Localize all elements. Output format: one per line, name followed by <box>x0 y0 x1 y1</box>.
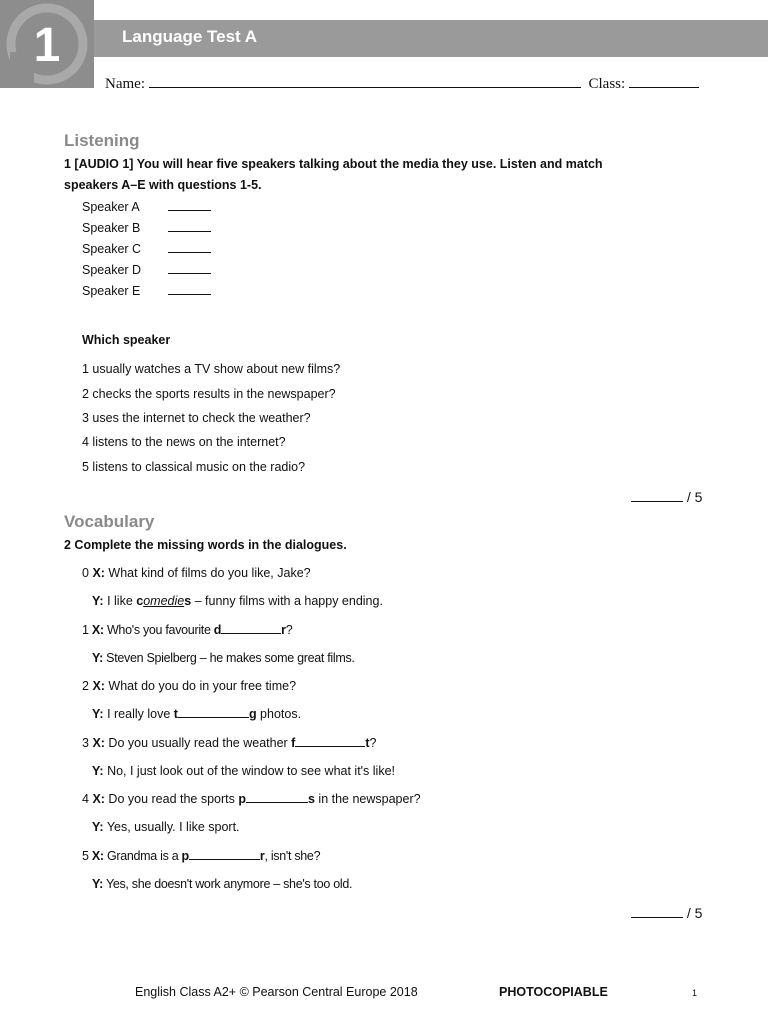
score-total: / 5 <box>686 905 703 921</box>
dialogue-x-line: 4 X: Do you read the sports p s in the newspaper? <box>82 792 421 806</box>
name-label: Name: <box>105 76 145 92</box>
dialogue-y-line: Y: I really love t g photos. <box>92 707 302 721</box>
unit-number-graphic <box>0 0 94 88</box>
dialogue-y-line: Y: Steven Spielberg – he makes some great films. <box>92 651 355 665</box>
vocabulary-heading: Vocabulary <box>64 512 155 531</box>
name-field[interactable] <box>149 74 581 88</box>
which-speaker-label: Which speaker <box>82 333 171 347</box>
dialogue-y-line: Y: I like comedies – funny films with a happy ending. <box>92 594 383 608</box>
vocabulary-score <box>631 905 702 921</box>
dialogue-y-line: Y: Yes, she doesn't work anymore – she's too old. <box>92 877 353 891</box>
dialogue-x-line: 3 X: Do you usually read the weather f t? <box>82 736 377 750</box>
dialogue-x-line: 1 X: Who's you favourite d r? <box>82 623 293 637</box>
listening-heading: Listening <box>64 131 140 150</box>
speaker-label: Speaker D <box>82 263 142 277</box>
speaker-answer-blank[interactable] <box>168 221 211 235</box>
listening-score <box>631 489 702 505</box>
dialogue-y-line: Y: No, I just look out of the window to see what it's like! <box>92 764 396 778</box>
speaker-label: Speaker C <box>82 242 142 256</box>
unit-number: 1 <box>33 19 61 72</box>
answer-blank[interactable] <box>189 849 260 860</box>
class-label: Class: <box>588 76 626 92</box>
page-title: Language Test A <box>122 27 258 46</box>
speaker-answer-blank[interactable] <box>168 263 211 277</box>
example-answer: omedie <box>143 594 185 608</box>
answer-blank[interactable] <box>221 623 281 634</box>
title-bar <box>94 20 768 57</box>
question-item: 2 checks the sports results in the newspaper? <box>82 387 336 401</box>
name-class-line <box>105 74 703 93</box>
answer-blank[interactable] <box>295 736 365 747</box>
vocabulary-instruction: 2 Complete the missing words in the dialogues. <box>64 538 347 552</box>
dialogue-x-line: 5 X: Grandma is a p r, isn't she? <box>82 849 321 863</box>
answer-blank[interactable] <box>246 792 308 803</box>
question-item: 3 uses the internet to check the weather? <box>82 411 311 425</box>
score-total: / 5 <box>686 489 703 505</box>
dialogue-y-line: Y: Yes, usually. I like sport. <box>92 820 240 834</box>
dialogue-x-line: 2 X: What do you do in your free time? <box>82 679 297 693</box>
question-item: 4 listens to the news on the internet? <box>82 435 286 449</box>
question-item: 1 usually watches a TV show about new films? <box>82 362 341 376</box>
question-item: 5 listens to classical music on the radio? <box>82 460 306 474</box>
page-number: 1 <box>692 988 698 998</box>
unit-badge <box>0 0 94 88</box>
speaker-label: Speaker B <box>82 221 141 235</box>
speaker-label: Speaker A <box>82 200 140 214</box>
speaker-answer-blank[interactable] <box>168 284 211 298</box>
listening-instruction: 1 [AUDIO 1] You will hear five speakers talking about the media they use. Listen and match speakers A–E with questions 1-5. <box>64 157 603 192</box>
footer-photocopiable: PHOTOCOPIABLE <box>499 985 608 999</box>
score-blank[interactable] <box>631 907 683 918</box>
footer-copyright: English Class A2+ © Pearson Central Europe 2018 <box>135 985 418 999</box>
score-blank[interactable] <box>631 491 683 502</box>
class-field[interactable] <box>629 74 699 88</box>
dialogue-x-line: 0 X: What kind of films do you like, Jake? <box>82 566 311 580</box>
answer-blank[interactable] <box>178 707 249 718</box>
speaker-answer-blank[interactable] <box>168 242 211 256</box>
speaker-label: Speaker E <box>82 284 141 298</box>
speaker-answer-blank[interactable] <box>168 200 211 214</box>
